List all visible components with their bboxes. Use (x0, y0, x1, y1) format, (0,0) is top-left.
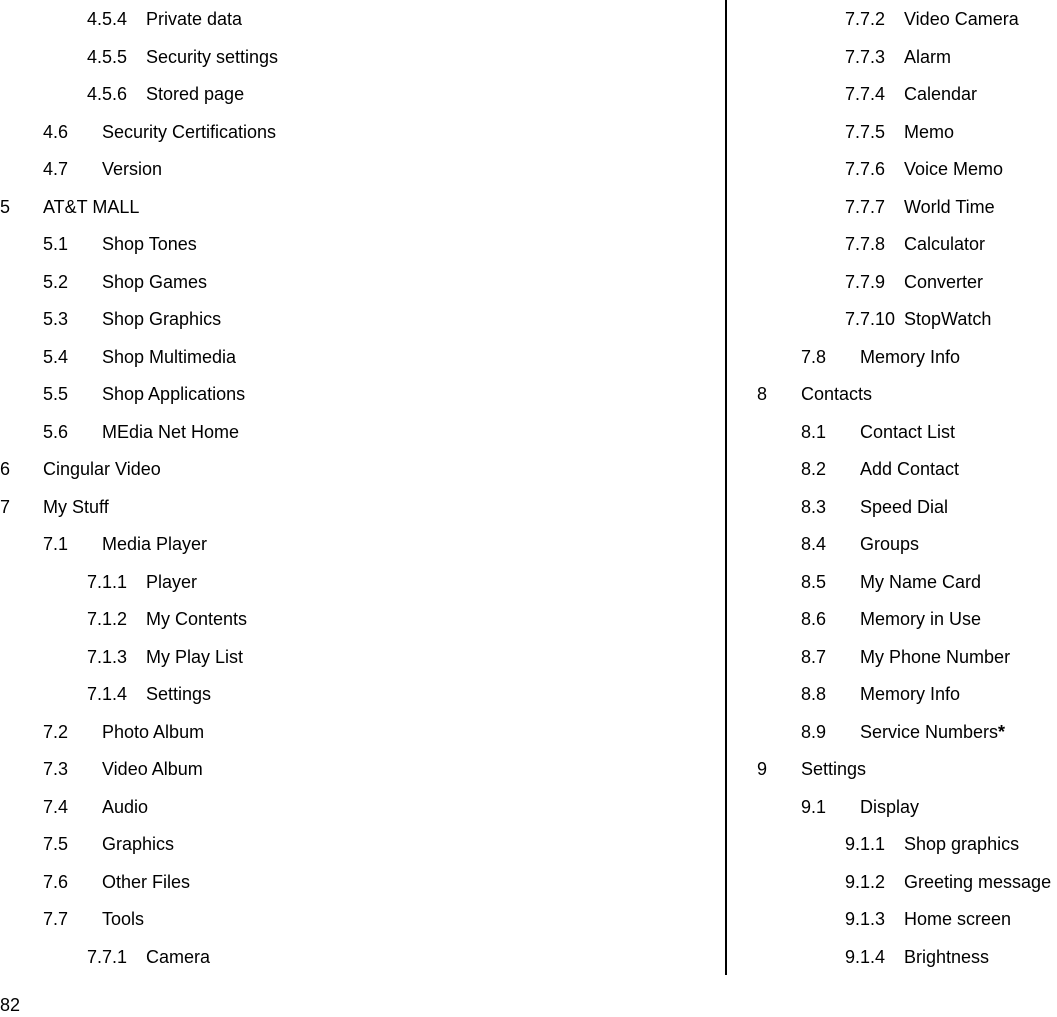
toc-entry-label (860, 682, 960, 706)
toc-entry-number: 5.2 (43, 271, 69, 292)
toc-entry-number: 9.1.3 (845, 909, 886, 929)
toc-entry-number: 9.1 (801, 796, 827, 817)
toc-entry-label-text: Groups (860, 534, 920, 554)
toc-entry-label (102, 382, 245, 406)
toc-entry-number: 7.7 (43, 909, 69, 929)
toc-entry-number: 4.6 (43, 121, 69, 142)
toc-entry-label (904, 270, 983, 294)
toc-entry-label (860, 457, 959, 481)
toc-entry-label (860, 532, 919, 556)
toc-entry-label-text: My Name Card (860, 571, 982, 592)
toc-entry-label-text: Camera (146, 946, 211, 967)
toc-entry-label-text: World Time (904, 196, 995, 217)
toc-entry-label-text: Security Certifications (102, 121, 277, 142)
toc-entry-label-text: Media Player (102, 534, 208, 554)
toc-entry-number: 9.1.1 (845, 834, 886, 854)
toc-entry-number: 5.1 (43, 234, 69, 254)
page-number: 82 (0, 995, 21, 1015)
toc-entry-number: 7.1 (43, 534, 69, 554)
toc-entry-label (860, 420, 955, 444)
toc-entry-label (904, 870, 1051, 894)
toc-entry-label (43, 195, 139, 219)
toc-entry-label (904, 7, 1019, 31)
toc-entry-label (860, 795, 919, 819)
toc-entry-number: 7.7.1 (87, 946, 128, 967)
toc-entry-label (102, 757, 203, 781)
toc-entry-number: 5.5 (43, 384, 69, 404)
toc-entry-label (904, 232, 985, 256)
toc-entry-label (860, 720, 1005, 744)
toc-entry-label-text: Player (146, 571, 198, 592)
toc-entry-number: 4.5.5 (87, 46, 128, 67)
toc-entry-label (904, 945, 989, 969)
toc-entry-label-text: My Contents (146, 609, 248, 629)
toc-entry-label (146, 682, 211, 706)
toc-entry-number: 8.9 (801, 721, 827, 742)
toc-entry-number: 8.8 (801, 684, 827, 704)
toc-entry-label-text: Settings (146, 684, 212, 704)
toc-entry-label-text: Stored page (146, 84, 245, 104)
toc-entry-number: 7.7.9 (845, 271, 886, 292)
toc-entry-label (102, 532, 207, 556)
footnote-marker: * (998, 721, 1006, 742)
toc-entry-label-text: Converter (904, 271, 984, 292)
toc-entry-label (904, 120, 954, 144)
toc-entry-number: 8.4 (801, 534, 827, 554)
toc-entry-label (860, 345, 960, 369)
toc-entry-label (102, 157, 162, 181)
toc-entry-label-text: My Stuff (43, 496, 109, 517)
toc-entry-label (102, 270, 207, 294)
toc-entry-label (146, 7, 242, 31)
toc-entry-number: 7.7.5 (845, 121, 886, 142)
toc-entry-number: 7.1.4 (87, 684, 128, 704)
toc-entry-number: 7.7.6 (845, 159, 886, 179)
toc-entry-label (102, 307, 221, 331)
toc-entry-number: 4.5.6 (87, 84, 128, 104)
toc-entry-number: 7.7.3 (845, 46, 886, 67)
toc-entry-label-text: Video Album (102, 759, 203, 779)
toc-entry-label-text: Photo Album (102, 721, 205, 742)
toc-entry-number: 7.7.10 (845, 309, 896, 329)
toc-entry-label-text: Private data (146, 9, 243, 29)
toc-entry-label-text: Memory Info (860, 346, 961, 367)
toc-entry-number: 7.7.4 (845, 84, 886, 104)
toc-entry-number: 5 (0, 196, 11, 217)
toc-entry-label (904, 195, 995, 219)
toc-entry-label (801, 382, 872, 406)
toc-entry-label-text: AT&T MALL (43, 196, 140, 217)
toc-entry-number: 7.7.7 (845, 196, 886, 217)
toc-entry-label (102, 720, 204, 744)
toc-entry-label-text: Memory in Use (860, 609, 982, 629)
toc-entry-label-text: Tools (102, 909, 145, 929)
toc-entry-label-text: Alarm (904, 46, 952, 67)
toc-entry-label-text: Security settings (146, 46, 279, 67)
toc-entry-label (43, 457, 161, 481)
right-column (757, 0, 1057, 975)
column-divider (725, 0, 727, 975)
toc-entry-number: 8.5 (801, 571, 827, 592)
toc-entry-label (102, 907, 144, 931)
toc-entry-label (43, 495, 109, 519)
toc-entry-label (860, 607, 981, 631)
toc-entry-number: 8 (757, 384, 768, 404)
toc-entry-label (904, 45, 951, 69)
toc-entry-number: 7.8 (801, 346, 827, 367)
toc-entry-label-text: Graphics (102, 834, 175, 854)
toc-entry-number: 8.1 (801, 421, 827, 442)
toc-entry-label-text: Shop Multimedia (102, 346, 237, 367)
toc-entry-number: 8.3 (801, 496, 827, 517)
toc-entry-label (102, 345, 236, 369)
toc-entry-number: 7.7.8 (845, 234, 886, 254)
toc-entry-number: 8.2 (801, 459, 827, 479)
toc-entry-number: 4.5.4 (87, 9, 128, 29)
toc-entry-label-text: StopWatch (904, 309, 992, 329)
toc-entry-label (146, 607, 247, 631)
toc-entry-label (102, 832, 174, 856)
toc-entry-label-text: Display (860, 796, 920, 817)
toc-entry-label-text: Contact List (860, 421, 956, 442)
toc-entry-label (860, 645, 1010, 669)
toc-entry-label (146, 82, 244, 106)
toc-entry-number: 9.1.2 (845, 871, 886, 892)
toc-entry-label-text: Memo (904, 121, 955, 142)
toc-entry-number: 7.7.2 (845, 9, 886, 29)
toc-entry-number: 7.1.1 (87, 571, 128, 592)
toc-entry-label (860, 495, 948, 519)
toc-entry-label (904, 82, 977, 106)
toc-entry-label-text: Shop Tones (102, 234, 197, 254)
toc-entry-label-text: MEdia Net Home (102, 421, 240, 442)
toc-entry-label-text: Service Numbers (860, 721, 999, 742)
toc-entry-label (904, 832, 1019, 856)
toc-entry-label-text: Home screen (904, 909, 1012, 929)
toc-entry-label (904, 157, 1003, 181)
toc-entry-label-text: Brightness (904, 946, 990, 967)
toc-entry-label-text: Other Files (102, 871, 191, 892)
toc-entry-number: 9 (757, 759, 768, 779)
toc-entry-label (146, 45, 278, 69)
toc-entry-label (146, 570, 197, 594)
toc-entry-number: 7.1.3 (87, 646, 128, 667)
toc-entry-number: 8.6 (801, 609, 827, 629)
toc-entry-label-text: Cingular Video (43, 459, 161, 479)
toc-entry-number: 5.4 (43, 346, 69, 367)
toc-entry-label (102, 870, 190, 894)
toc-entry-label (102, 120, 276, 144)
toc-entry-label-text: Settings (801, 759, 867, 779)
toc-entry-label (146, 945, 210, 969)
toc-entry-number: 7.1.2 (87, 609, 128, 629)
toc-entry-number: 7.6 (43, 871, 69, 892)
toc-entry-label (146, 645, 243, 669)
toc-entry-label-text: Shop graphics (904, 834, 1020, 854)
toc-entry-label (801, 757, 866, 781)
toc-entry-label (102, 795, 148, 819)
toc-entry-number: 5.3 (43, 309, 69, 329)
toc-entry-number: 9.1.4 (845, 946, 886, 967)
toc-entry-label-text: Shop Games (102, 271, 208, 292)
toc-entry-label-text: My Phone Number (860, 646, 1011, 667)
toc-entry-label (904, 307, 991, 331)
toc-entry-label-text: My Play List (146, 646, 244, 667)
toc-entry-label (102, 420, 239, 444)
toc-entry-label-text: Audio (102, 796, 149, 817)
toc-entry-number: 6 (0, 459, 11, 479)
toc-entry-number: 5.6 (43, 421, 69, 442)
toc-entry-label-text: Video Camera (904, 9, 1019, 29)
toc-entry-label-text: Memory Info (860, 684, 961, 704)
toc-entry-label-text: Greeting message (904, 871, 1052, 892)
toc-entry-label-text: Voice Memo (904, 159, 1004, 179)
toc-entry-label-text: Contacts (801, 384, 873, 404)
toc-entry-number: 8.7 (801, 646, 827, 667)
toc-entry-number: 7.3 (43, 759, 69, 779)
toc-entry-label-text: Speed Dial (860, 496, 949, 517)
toc-entry-label-text: Add Contact (860, 459, 960, 479)
toc-entry-number: 7 (0, 496, 11, 517)
toc-entry-label-text: Shop Graphics (102, 309, 222, 329)
toc-entry-number: 7.5 (43, 834, 69, 854)
toc-entry-label (860, 570, 981, 594)
toc-entry-label-text: Version (102, 159, 163, 179)
toc-entry-label-text: Calculator (904, 234, 986, 254)
toc-entry-number: 7.2 (43, 721, 69, 742)
toc-entry-label (102, 232, 197, 256)
toc-entry-label-text: Shop Applications (102, 384, 246, 404)
toc-entry-number: 4.7 (43, 159, 69, 179)
toc-entry-label (904, 907, 1011, 931)
toc-entry-number: 7.4 (43, 796, 69, 817)
toc-entry-label-text: Calendar (904, 84, 978, 104)
